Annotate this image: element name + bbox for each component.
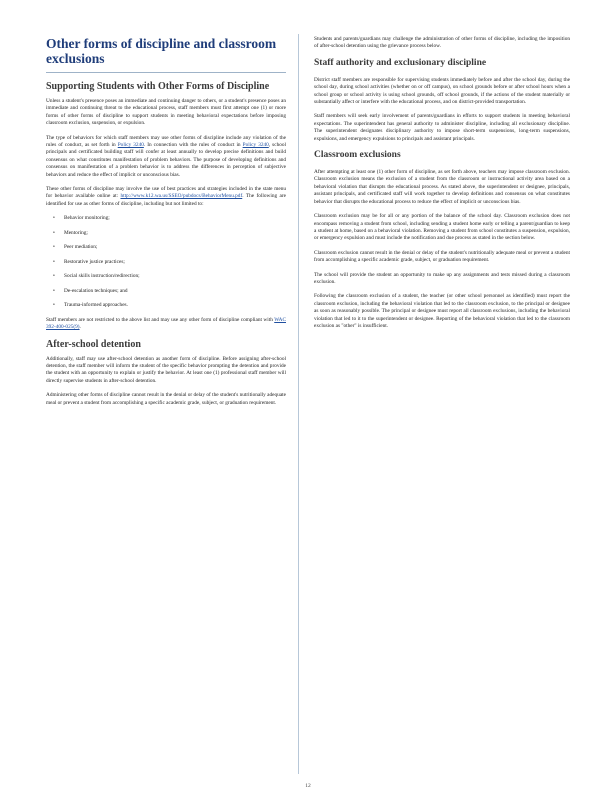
paragraph-staff-supervising: District staff members are responsible for supervising students immediately before and after the school day, during the school day, during school activities (whether on or off campus), on school grounds before or after school hours when a school group or school activity is using school grounds, off school grounds, if the actions of the student materially or substantially affect or interfere with the educational process, and on district-provided transportation.: [314, 76, 570, 106]
bullet-icon: •: [53, 244, 55, 251]
list-item: • Restorative justice practices;: [53, 258, 125, 265]
paragraph-exclusion-duration: Classroom exclusion may be for all or any portion of the balance of the school day. Classroom exclusion does not encompass removing a student from school, including sending a student home early or telling a parent/guardian to keep a student at home, based on a behavioral violation. Removing a student from school constitutes a suspension, expulsion, or emergency expulsion and must include the notification and due process as stated in the section below.: [314, 213, 570, 242]
discipline-forms-list: [46, 215, 286, 309]
wac-link[interactable]: WAC 392-400-025(9): [46, 316, 286, 331]
paragraph-superintendent-authority: Staff members will seek early involvement of parents/guardians in efforts to support students in meeting behavioral expectations. The superintendent has general authority to administer discipline, including all exclusionary discipline. The superintendent designates disciplinary authority to impose short-term suspensions, long-term suspensions, expulsions, and emergency expulsions to principals and assistant principals.: [314, 113, 570, 142]
bullet-icon: •: [53, 229, 55, 236]
list-item: • De-escalation techniques; and: [53, 287, 128, 294]
page-title: Other forms of discipline and classroom exclusions: [46, 36, 277, 66]
list-item: • Mentoring;: [53, 229, 88, 236]
title-rule: [46, 72, 286, 73]
paragraph-exclusion-meal: Classroom exclusion cannot result in the denial or delay of the student's nutritionally adequate meal or prevent a student from accomplishing a specific academic grade, subject, or graduation requirement.: [314, 249, 570, 264]
paragraph-behavior-types: The type of behaviors for which staff members may use other forms of discipline include any violation of the rules of conduct, as set forth in Policy 3240. In connection with the rules of conduct in Policy 3240, school principals and certificated building staff will confer at least annually to develop precise definitions and build consensus on what constitutes manifestation of problem behaviors. The purpose of developing definitions and consensus on manifestation of a problem behavior is to address the differences in perception of subjective behaviors and reduce the effect of implicit or unconscious bias.: [46, 134, 286, 178]
paragraph-immediate-danger: Unless a student's presence poses an immediate and continuing danger to others, or a student's presence poses an immediate and continuing threat to the educational process, staff members must first attempt one (1) or more forms of other forms of discipline to support students in meeting behavioral expectations before imposing classroom exclusion, suspension, or expulsion.: [46, 98, 286, 127]
column-divider: [298, 34, 299, 774]
bullet-icon: •: [53, 215, 55, 222]
page-number: 12: [305, 783, 311, 789]
bullet-icon: •: [53, 258, 55, 265]
heading-staff-authority: Staff authority and exclusionary discipline: [314, 57, 487, 68]
paragraph-best-practices: These other forms of discipline may involve the use of best practices and strategies included in the state menu for behavior available online at: http://www.k12.wa.us/SSEO/pubdocs/BehaviorMenu.pdf. The following are identified for use as other forms of discipline, including but not limited to:: [46, 186, 287, 207]
paragraph-after-school: Additionally, staff may use after-school detention as another form of discipline. Before assigning after-school detention, the staff member will inform the student of the specific behavior prompting the detention and provide the student with an opportunity to explain or justify the behavior. At least one (1) professional staff member will directly supervise students in after-school detention.: [46, 355, 286, 384]
heading-after-school-detention: After-school detention: [46, 338, 141, 350]
right-column: [314, 36, 570, 337]
paragraph-grievance: Students and parents/guardians may challenge the administration of other forms of discipline, including the imposition of after-school detention using the grievance process below.: [314, 36, 570, 50]
list-item: • Peer mediation;: [53, 244, 98, 251]
bullet-icon: •: [53, 302, 55, 309]
paragraph-classroom-exclusion-definition: After attempting at least one (1) other form of discipline, as set forth above, teachers may impose classroom exclusion. Classroom exclusion means the exclusion of a student from the classroom or instructional activity area based on a behavioral violation that disrupts the educational process. As stated above, the superintendent or designee, principals, assistant principals, and certificated staff will work together to develop definitions and consensus on what constitutes behavior that disrupts the educational process to reduce the effect of implicit or unconscious bias.: [314, 169, 570, 205]
list-item: • Trauma-informed approaches.: [53, 302, 128, 309]
list-item: • Social skills instruction/redirection;: [53, 273, 140, 280]
paragraph-meal-requirement: Administering other forms of discipline cannot result in the denial or delay of the student's nutritionally adequate meal or prevent a student from accomplishing a specific academic grade, subject, or graduation requirement.: [46, 392, 286, 406]
paragraph-reporting: Following the classroom exclusion of a student, the teacher (or other school personnel as identified) must report the classroom exclusion, including the behavioral violation that led to the classroom exclusion, to the principal or designee as soon as reasonably possible. The principal or designee must report all classroom exclusions, including the behavioral violation that led to it to the superintendent or designee. Reporting of the behavioral violation that led to the classroom exclusion as "other" is insufficient.: [314, 293, 570, 329]
heading-supporting-students: Supporting Students with Other Forms of Discipline: [46, 81, 270, 92]
bullet-icon: •: [53, 287, 55, 294]
paragraph-not-restricted: Staff members are not restricted to the above list and may use any other form of discipline compliant with WAC 392-400-025(9).: [46, 316, 286, 331]
behavior-menu-link[interactable]: http://www.k12.wa.us/SSEO/pubdocs/BehaviorMenu.pdf: [120, 193, 243, 200]
paragraph-makeup-assignments: The school will provide the student an opportunity to make up any assignments and tests missed during a classroom exclusion.: [314, 271, 570, 285]
policy-3240-link-2[interactable]: Policy 3240: [242, 142, 269, 149]
heading-classroom-exclusions: Classroom exclusions: [314, 150, 401, 161]
policy-3240-link-1[interactable]: Policy 3240: [117, 142, 144, 149]
left-column: [46, 36, 286, 414]
list-item: • Behavior monitoring;: [53, 215, 110, 222]
bullet-icon: •: [53, 273, 55, 280]
